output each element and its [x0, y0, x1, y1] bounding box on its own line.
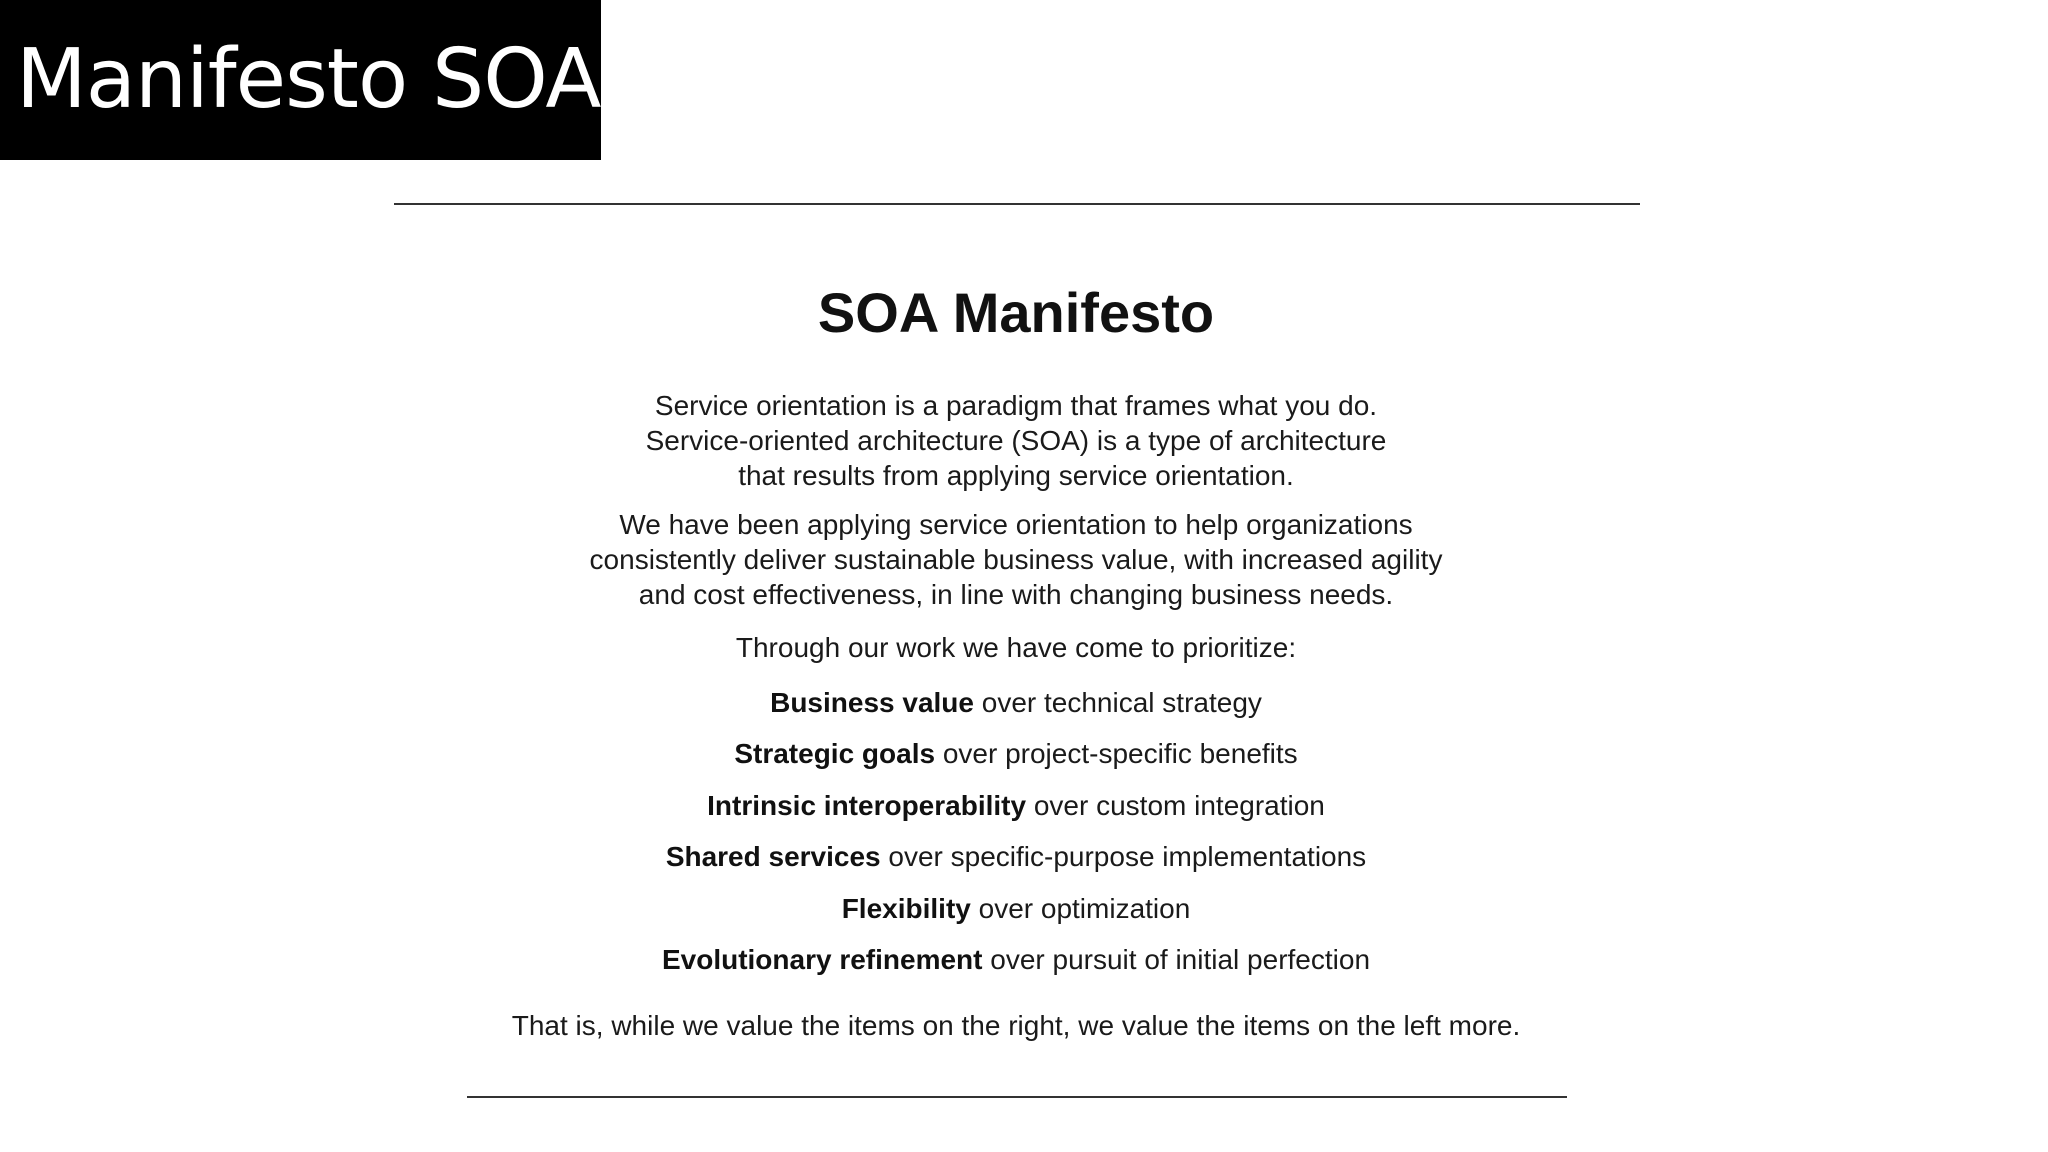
- prioritize-intro: [0, 630, 2032, 665]
- closing-statement: That is, while we value the items on the right, we value the items on the left more.: [511, 1010, 1521, 1041]
- manifesto-heading: SOA Manifesto: [817, 281, 1215, 344]
- value-secondary: over project-specific benefits: [935, 738, 1298, 770]
- intro-line: that results from applying service orientation.: [738, 460, 1294, 491]
- value-secondary: over technical strategy: [973, 687, 1262, 718]
- slide-title: Manifesto SOA: [16, 32, 601, 127]
- slide-title-bar: [0, 0, 601, 160]
- intro-paragraph: [0, 388, 2032, 493]
- intro-line: Service orientation is a paradigm that frames what you do.: [654, 390, 1378, 421]
- value-item: [0, 685, 2032, 736]
- value-primary: Intrinsic interoperability: [707, 789, 1027, 821]
- intro-line: Service-oriented architecture (SOA) is a type of architecture: [645, 425, 1387, 456]
- value-primary: Flexibility: [841, 892, 971, 924]
- purpose-line: and cost effectiveness, in line with changing business needs.: [638, 579, 1394, 610]
- values-list: [0, 685, 2032, 993]
- value-primary: Evolutionary refinement: [661, 943, 983, 975]
- value-primary: Shared services: [665, 841, 881, 873]
- value-item: [0, 942, 2032, 993]
- value-secondary: over specific-purpose implementations: [880, 841, 1367, 873]
- value-item: [0, 891, 2032, 942]
- prioritize-line: Through our work we have come to prioritize:: [735, 632, 1297, 663]
- bottom-divider: [467, 1096, 1567, 1098]
- value-secondary: over custom integration: [1026, 789, 1325, 821]
- value-secondary: over pursuit of initial perfection: [982, 943, 1371, 975]
- value-item: [0, 736, 2032, 787]
- purpose-paragraph: [0, 507, 2032, 612]
- value-primary: Strategic goals: [734, 738, 936, 770]
- value-secondary: over optimization: [970, 892, 1191, 924]
- purpose-line: We have been applying service orientation to help organizations: [619, 509, 1413, 540]
- value-primary: Business value: [770, 687, 974, 718]
- value-item: [0, 788, 2032, 839]
- purpose-line: consistently deliver sustainable business value, with increased agility: [589, 544, 1443, 575]
- value-item: [0, 839, 2032, 890]
